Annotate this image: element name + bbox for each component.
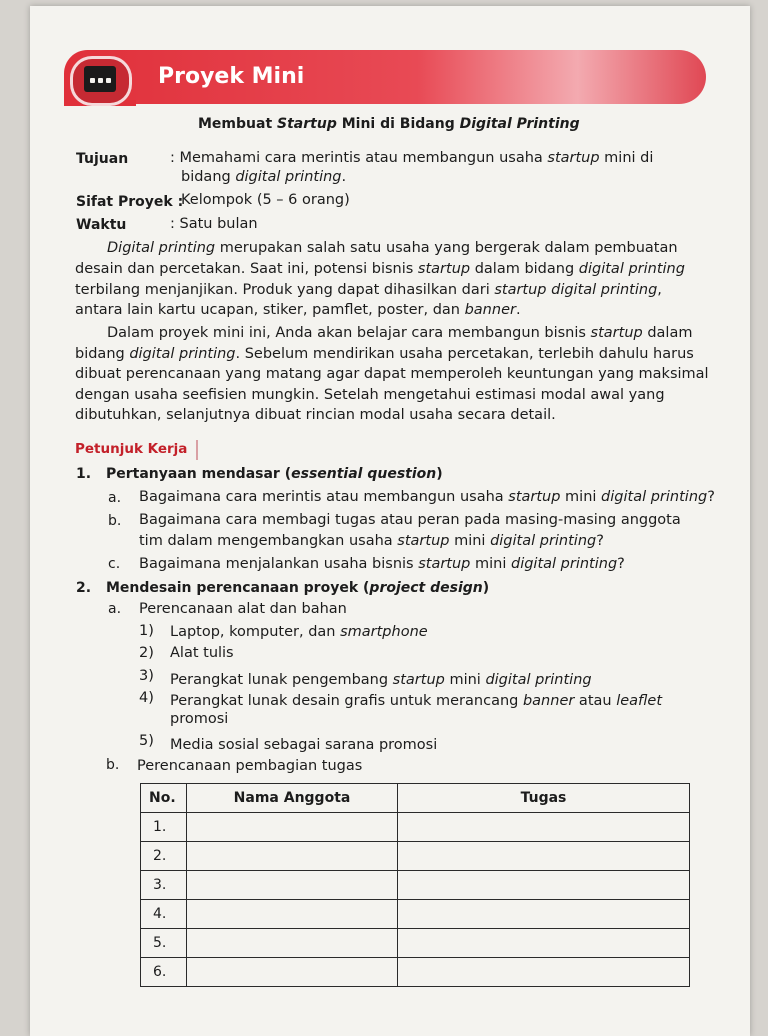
waktu-label: Waktu — [76, 217, 127, 233]
design-b-marker: b. — [106, 757, 120, 773]
paragraph-text: startup — [417, 261, 471, 277]
list-item-number: 2) — [139, 645, 154, 661]
row-number: 1. — [141, 813, 187, 842]
design-a-text: Perencanaan alat dan bahan — [139, 601, 347, 617]
question-b-line2 — [139, 533, 604, 549]
table-row — [141, 900, 690, 929]
paragraph-text: digital printing — [578, 261, 685, 277]
paragraph2-line: dibutuhkan, selanjutnya dibuat rincian modal usaha secara detail. — [75, 407, 556, 423]
list-item-text: smartphone — [340, 624, 428, 640]
tujuan-text: mini di — [599, 150, 654, 166]
question-text: ? — [596, 533, 604, 549]
list-item-text: banner — [522, 693, 575, 709]
table-header-row — [141, 784, 690, 813]
paragraph1-line — [75, 261, 685, 277]
list-item-text: startup — [392, 672, 445, 688]
question-b-marker: b. — [108, 513, 122, 529]
list-item-text: mini — [444, 672, 486, 688]
row-number: 4. — [141, 900, 187, 929]
tujuan-value-line2 — [181, 169, 346, 185]
paragraph2-line — [107, 325, 692, 341]
question-text: ? — [617, 556, 625, 572]
list-item: Alat tulis — [170, 645, 234, 661]
design-a-marker: a. — [108, 601, 122, 617]
question-a-marker: a. — [108, 490, 122, 506]
section-title-text: ) — [482, 580, 490, 596]
list-item-number: 5) — [139, 733, 154, 749]
project-icon-dot — [98, 78, 103, 83]
paragraph2-line: dibuat perencanaan yang matang agar dapat memperoleh keuntungan yang maksimal — [75, 366, 709, 382]
tujuan-text: digital printing — [235, 169, 342, 185]
tujuan-text: . — [341, 169, 347, 185]
paragraph-text: dalam bidang — [470, 261, 579, 277]
list-item-text: Laptop, komputer, dan — [170, 624, 341, 640]
waktu-value: : Satu bulan — [170, 216, 258, 232]
paragraph1-line — [75, 282, 662, 298]
task-table — [140, 783, 690, 987]
tugas-cell[interactable] — [398, 958, 690, 987]
table-row — [141, 842, 690, 871]
list-item-line2: promosi — [170, 711, 229, 727]
tujuan-text: : Memahami cara merintis atau membangun usaha — [170, 150, 548, 166]
nama-cell[interactable] — [187, 929, 398, 958]
heading-text: Membuat — [198, 116, 278, 132]
row-number: 3. — [141, 871, 187, 900]
question-c-marker: c. — [108, 556, 121, 572]
list-item-number: 3) — [139, 668, 154, 684]
list-item-number: 4) — [139, 690, 154, 706]
question-text: startup — [397, 533, 450, 549]
project-heading — [198, 116, 580, 132]
list-item — [170, 624, 428, 640]
paragraph1-line — [75, 302, 521, 318]
question-text: startup — [418, 556, 471, 572]
list-item — [170, 672, 592, 688]
paragraph-text: bidang — [75, 346, 130, 362]
question-text: tim dalam mengembangkan usaha — [139, 533, 398, 549]
paragraph2-line: dengan usaha seefisien mungkin. Setelah mengetahui estimasi modal awal yang — [75, 387, 665, 403]
row-number: 6. — [141, 958, 187, 987]
paragraph2-line — [75, 346, 694, 362]
heading-text: Digital Printing — [459, 116, 580, 132]
section-title-text: project design — [369, 580, 483, 596]
text-marker — [196, 440, 198, 460]
question-text: digital printing — [601, 489, 708, 505]
banner-title: Proyek Mini — [158, 64, 305, 89]
section-title-text: Pertanyaan mendasar ( — [106, 466, 292, 482]
question-text: Bagaimana cara merintis atau membangun usaha — [139, 489, 509, 505]
project-icon-box — [84, 66, 116, 92]
nama-cell[interactable] — [187, 871, 398, 900]
project-icon — [70, 56, 132, 106]
petunjuk-kerja-heading: Petunjuk Kerja — [75, 441, 188, 457]
section1-number: 1. — [76, 466, 92, 482]
paragraph-text: desain dan percetakan. Saat ini, potensi bisnis — [75, 261, 418, 277]
section-title-text: Mendesain perencanaan proyek ( — [106, 580, 370, 596]
paragraph-text: . Sebelum mendirikan usaha percetakan, terlebih dahulu harus — [235, 346, 694, 362]
tujuan-text: bidang — [181, 169, 236, 185]
paragraph-text: , — [657, 282, 662, 298]
column-header-tugas: Tugas — [398, 784, 690, 813]
project-icon-dot — [90, 78, 95, 83]
paragraph-text: Digital printing — [107, 240, 216, 256]
question-text: digital printing — [510, 556, 618, 572]
nama-cell[interactable] — [187, 958, 398, 987]
section-title-text: ) — [436, 466, 443, 482]
project-icon-dot — [106, 78, 111, 83]
nama-cell[interactable] — [187, 813, 398, 842]
tujuan-value — [170, 150, 653, 166]
sifat-label: Sifat Proyek : — [76, 194, 184, 210]
list-item-text: atau — [574, 693, 617, 709]
question-b: Bagaimana cara membagi tugas atau peran pada masing-masing anggota — [139, 512, 681, 528]
paragraph-text: startup digital printing — [494, 282, 658, 298]
paragraph-text: merupakan salah satu usaha yang bergerak dalam pembuatan — [215, 240, 678, 256]
table-row — [141, 813, 690, 842]
column-header-no: No. — [141, 784, 187, 813]
list-item-text: Perangkat lunak desain grafis untuk merancang — [170, 693, 523, 709]
paragraph-text: digital printing — [129, 346, 236, 362]
table-row — [141, 929, 690, 958]
heading-text: Mini di Bidang — [336, 116, 460, 132]
question-text: mini — [449, 533, 491, 549]
question-a — [139, 489, 715, 505]
paragraph-text: Dalam proyek mini ini, Anda akan belajar cara membangun bisnis — [107, 325, 591, 341]
tugas-cell[interactable] — [398, 900, 690, 929]
tugas-cell[interactable] — [398, 813, 690, 842]
paragraph-text: dalam — [642, 325, 693, 341]
tujuan-text: startup — [547, 150, 600, 166]
question-c — [139, 556, 625, 572]
question-text: ? — [707, 489, 715, 505]
column-header-nama: Nama Anggota — [187, 784, 398, 813]
table-row — [141, 958, 690, 987]
tugas-cell[interactable] — [398, 871, 690, 900]
tugas-cell[interactable] — [398, 929, 690, 958]
row-number: 2. — [141, 842, 187, 871]
row-number: 5. — [141, 929, 187, 958]
paragraph-text: banner — [464, 302, 516, 318]
nama-cell[interactable] — [187, 842, 398, 871]
list-item-number: 1) — [139, 623, 154, 639]
question-text: digital printing — [490, 533, 597, 549]
list-item-text: Perangkat lunak pengembang — [170, 672, 393, 688]
paragraph1-line — [107, 240, 678, 256]
list-item-text: digital printing — [485, 672, 592, 688]
paragraph-text: . — [515, 302, 521, 318]
tujuan-label: Tujuan — [76, 151, 129, 167]
question-text: startup — [508, 489, 561, 505]
nama-cell[interactable] — [187, 900, 398, 929]
design-b-text: Perencanaan pembagian tugas — [137, 758, 363, 774]
question-text: mini — [560, 489, 602, 505]
list-item-text: leaflet — [616, 693, 663, 709]
paragraph-text: antara lain kartu ucapan, stiker, pamflet, poster, dan — [75, 302, 465, 318]
question-text: Bagaimana menjalankan usaha bisnis — [139, 556, 419, 572]
section-title-text: essential question — [291, 466, 437, 482]
paragraph-text: terbilang menjanjikan. Produk yang dapat dihasilkan dari — [75, 282, 495, 298]
section2-number: 2. — [76, 580, 92, 596]
table-row — [141, 871, 690, 900]
list-item — [170, 693, 662, 709]
question-text: mini — [470, 556, 511, 572]
section2-title — [106, 580, 489, 596]
tugas-cell[interactable] — [398, 842, 690, 871]
section1-title — [106, 466, 443, 482]
sifat-value: Kelompok (5 – 6 orang) — [181, 192, 350, 208]
heading-text: Startup — [277, 116, 337, 132]
paragraph-text: startup — [590, 325, 643, 341]
list-item: Media sosial sebagai sarana promosi — [170, 737, 438, 753]
